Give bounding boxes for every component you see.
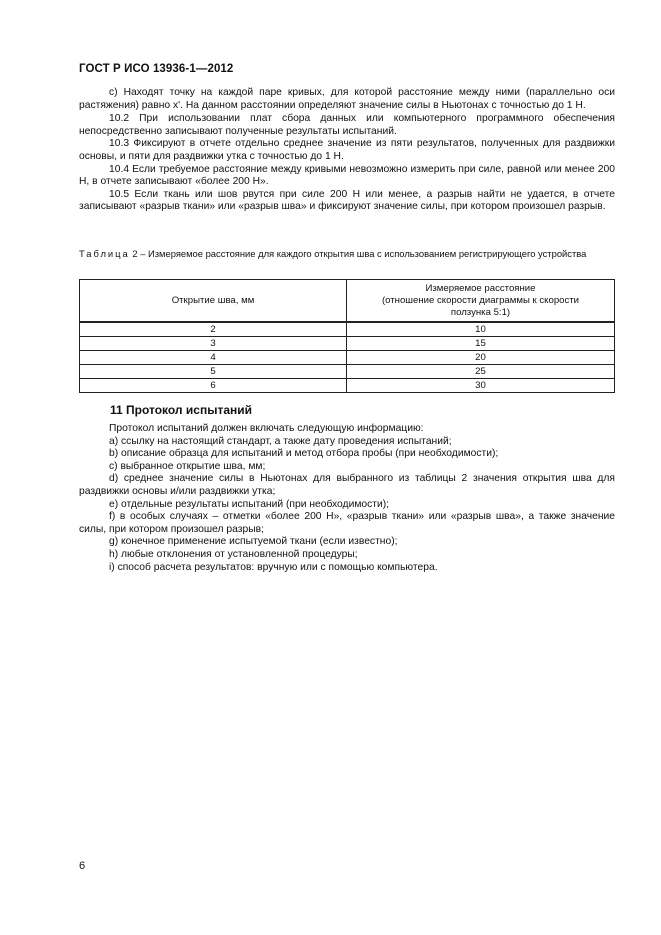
- paragraph-10-3: 10.3 Фиксируют в отчете отдельно среднее значение из пяти результатов, полученных для раздвижки основы, и пяти для раздвижки утка с точностью до 1 Н.: [79, 138, 615, 162]
- list-item: i) способ расчета результатов: вручную или с помощью компьютера.: [109, 561, 438, 573]
- list-item: g) конечное применение испытуемой ткани (если известно);: [109, 536, 398, 548]
- table-row: [80, 350, 615, 364]
- table-caption: [79, 248, 615, 260]
- paragraph-10-2: 10.2 При использовании плат сбора данных или компьютерного программного обеспечения непосредственно записывают полученные результаты испытаний.: [79, 113, 615, 137]
- clause-10-text: [79, 87, 615, 214]
- column-header-opening: Открытие шва, мм: [80, 280, 347, 323]
- cell-distance: 10: [347, 322, 615, 336]
- page-number: 6: [79, 860, 86, 872]
- paragraph-c: с) Находят точку на каждой паре кривых, для которой расстояние между ними (параллельно оси растяжения) равно x'. На данном расстоянии определяют значение силы в Ньютонах с точностью до 1 Н.: [79, 87, 615, 111]
- cell-distance: 30: [347, 378, 615, 392]
- column-header-distance-line1: Измеряемое расстояние: [425, 282, 536, 294]
- column-header-distance: [347, 280, 615, 323]
- cell-opening: 3: [80, 336, 347, 350]
- section-title: 11 Протокол испытаний: [110, 403, 252, 417]
- paragraph-10-4: 10.4 Если требуемое расстояние между кривыми невозможно измерить при силе, равной или менее 200 Н, в отчете записывают «более 200 Н».: [79, 163, 615, 188]
- cell-distance: 25: [347, 364, 615, 378]
- list-item: d) среднее значение силы в Ньютонах для выбранного из таблицы 2 значения открытия шва для раздвижки основы и/или раздвижки утка;: [79, 473, 615, 497]
- list-item: с) выбранное открытие шва, мм;: [109, 460, 266, 472]
- cell-distance: 20: [347, 350, 615, 364]
- list-item: f) в особых случаях – отметки «более 200 Н», «разрыв ткани» или «разрыв шва», а также значение силы, при котором произошел разрыв;: [79, 511, 615, 535]
- document-header: ГОСТ Р ИСО 13936-1—2012: [79, 63, 234, 75]
- seam-opening-table: [79, 279, 615, 393]
- list-intro: Протокол испытаний должен включать следующую информацию:: [109, 423, 424, 434]
- cell-opening: 2: [80, 322, 347, 336]
- table-caption-label: Таблица: [79, 248, 130, 259]
- list-item: b) описание образца для испытаний и метод отбора пробы (при необходимости);: [109, 448, 499, 460]
- column-header-distance-line2: (отношение скорости диаграммы к скорости: [381, 294, 580, 306]
- table-caption-text: 2 – Измеряемое расстояние для каждого открытия шва с использованием регистрирующего устройства: [132, 248, 587, 259]
- cell-opening: 5: [80, 364, 347, 378]
- list-item: а) ссылку на настоящий стандарт, а также дату проведения испытаний;: [109, 435, 452, 447]
- table-row: [80, 378, 615, 392]
- cell-distance: 15: [347, 336, 615, 350]
- list-item: h) любые отклонения от установленной процедуры;: [109, 548, 358, 560]
- cell-opening: 6: [80, 378, 347, 392]
- table-row: [80, 336, 615, 350]
- test-report-list: [79, 423, 615, 574]
- list-item: е) отдельные результаты испытаний (при необходимости);: [109, 498, 390, 510]
- table-header-row: [80, 280, 615, 323]
- column-header-distance-line3: ползунка 5:1): [450, 306, 511, 318]
- cell-opening: 4: [80, 350, 347, 364]
- table-row: [80, 364, 615, 378]
- paragraph-10-5: 10.5 Если ткань или шов рвутся при силе 200 Н или менее, а разрыв найти не удается, в отчете записывают «разрыв ткани» или «разрыв шва» и фиксируют значение силы, при котором произошел разрыв.: [79, 188, 615, 213]
- table-row: [80, 322, 615, 336]
